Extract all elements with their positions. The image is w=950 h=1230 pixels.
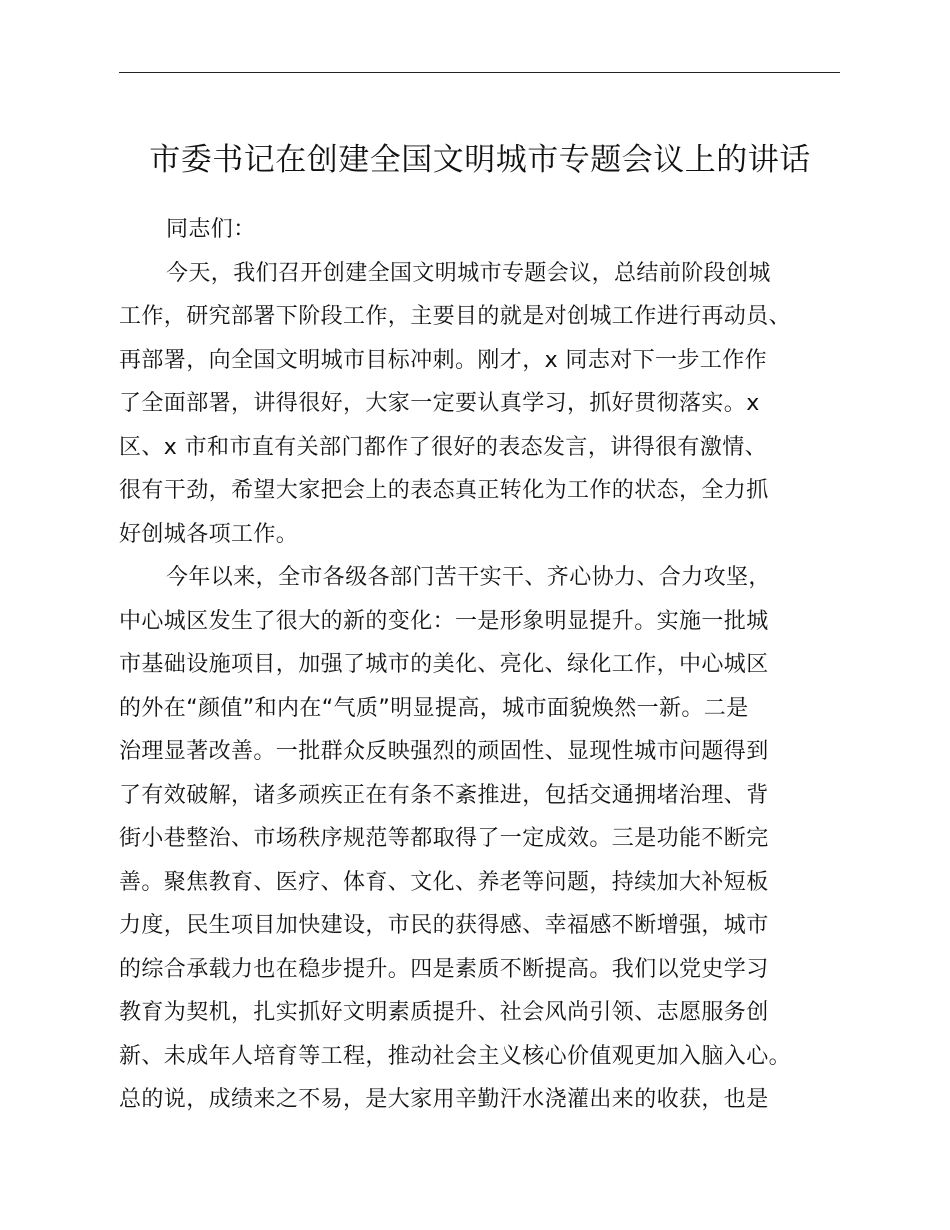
paragraph-line: 今天，我们召开创建全国文明城市专题会议，总结前阶段创城: [166, 260, 771, 286]
paragraph-line: 今年以来，全市各级各部门苦干实干、齐心协力、合力攻坚，: [166, 565, 771, 590]
paragraph-1: [119, 252, 859, 557]
paragraph-line: 很有干劲，希望大家把会上的表态真正转化为工作的状态，全力抓: [119, 478, 769, 503]
paragraph-line: 好创城各项工作。: [119, 521, 299, 547]
paragraph-line: 治理显著改善。一批群众反映强烈的顽固性、显现性城市问题得到: [119, 739, 769, 764]
paragraph-line: 总的说，成绩来之不易，是大家用辛勤汗水浇灌出来的收获，也是: [119, 1087, 769, 1112]
paragraph-line: 市基础设施项目，加强了城市的美化、亮化、绿化工作，中心城区: [119, 652, 769, 677]
paragraph-line: 善。聚焦教育、医疗、体育、文化、养老等问题，持续加大补短板: [119, 869, 769, 895]
paragraph-line: 力度，民生项目加快建设，市民的获得感、幸福感不断增强，城市: [119, 913, 769, 938]
paragraph-line: 新、未成年人培育等工程，推动社会主义核心价值观更加入脑入心。: [119, 1043, 792, 1069]
paragraph-line: 区、x 市和市直有关部门都作了很好的表态发言，讲得很有激情、: [119, 434, 768, 460]
paragraph-line: 再部署，向全国文明城市目标冲刺。刚才，x 同志对下一步工作作: [119, 347, 768, 373]
header-rule: [119, 72, 840, 73]
paragraph-line: 街小巷整治、市场秩序规范等都取得了一定成效。三是功能不断完: [119, 826, 769, 851]
paragraph-line: 的综合承载力也在稳步提升。四是素质不断提高。我们以党史学习: [119, 956, 769, 982]
paragraph-2: [119, 556, 859, 1122]
paragraph-line: 中心城区发生了很大的新的变化：一是形象明显提升。实施一批城: [119, 608, 769, 634]
paragraph-line: 了有效破解，诸多顽疾正在有条不紊推进，包括交通拥堵治理、背: [119, 782, 769, 808]
document-title: 市委书记在创建全国文明城市专题会议上的讲话: [149, 142, 811, 178]
salutation: 同志们：: [166, 217, 256, 242]
document-body: [119, 208, 859, 1122]
paragraph-line: 工作，研究部署下阶段工作，主要目的就是对创城工作进行再动员、: [119, 304, 792, 329]
paragraph-line: 了全面部署，讲得很好，大家一定要认真学习，抓好贯彻落实。x: [119, 391, 760, 416]
paragraph-line: 教育为契机，扎实抓好文明素质提升、社会风尚引领、志愿服务创: [119, 1000, 769, 1025]
paragraph-line: 的外在“颜值”和内在“气质”明显提高，城市面貌焕然一新。二是: [119, 695, 749, 721]
